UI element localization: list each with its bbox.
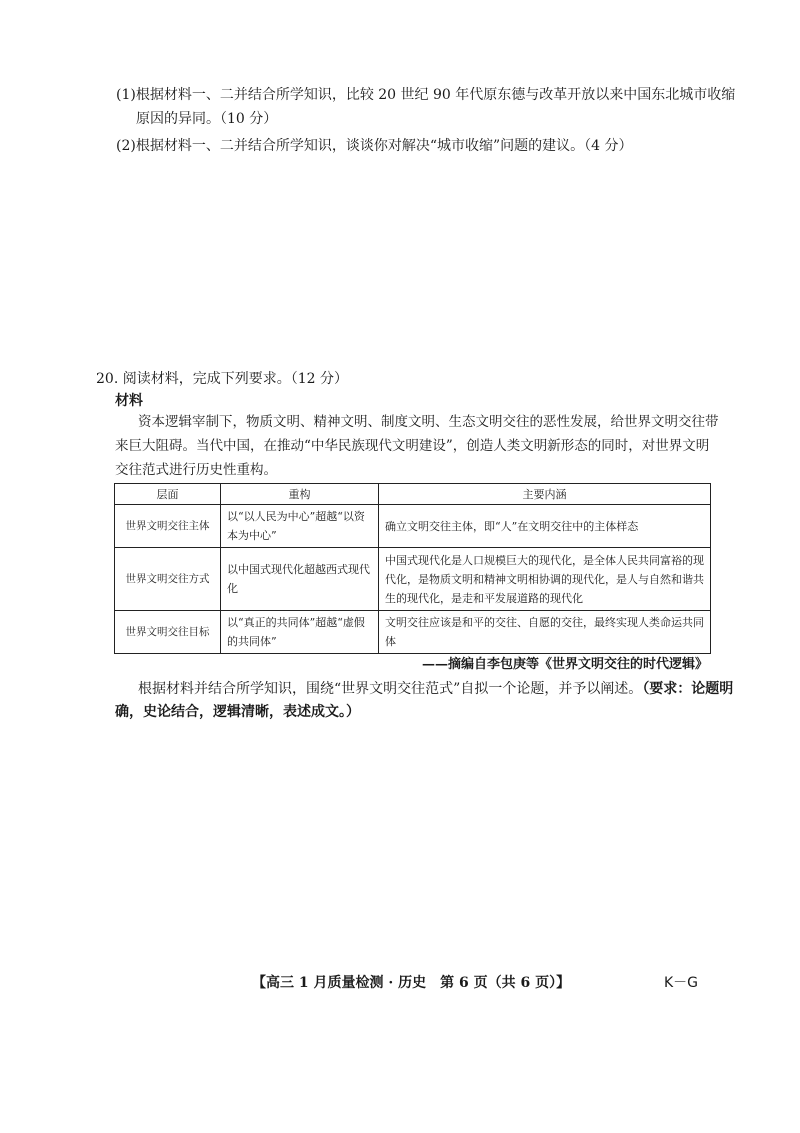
header-rebuild: 重构: [221, 484, 379, 505]
cell-level: 世界文明交往方式: [115, 548, 221, 611]
material-paragraph-line3: 交往范式进行历史性重构。: [115, 462, 277, 478]
q20-requirement-line1: [138, 678, 733, 700]
cell-rebuild: 以中国式现代化超越西式现代化: [221, 548, 379, 611]
material-paragraph-line2: 来巨大阻碍。当代中国，在推动“中华民族现代文明建设”，创造人类文明新形态的同时，对世界文明: [115, 438, 710, 454]
page-footer: 【高三 1 月质量检测 · 历史 第 6 页（共 6 页）】: [252, 975, 571, 991]
cell-level: 世界文明交往目标: [115, 611, 221, 654]
q20-requirement-line2: 确，史论结合，逻辑清晰，表述成文。）: [115, 704, 360, 720]
q20-title: 20. 阅读材料，完成下列要求。（12 分）: [96, 371, 348, 387]
material-source: ——摘编自李包庚等《世界文明交往的时代逻辑》: [421, 657, 708, 672]
header-meaning: 主要内涵: [379, 484, 711, 505]
requirement-text: 根据材料并结合所学知识，围绕“世界文明交往范式”自拟一个论题，并予以阐述。: [138, 681, 643, 697]
q19-part1-line2: 原因的异同。（10 分）: [136, 111, 278, 127]
q19-part2: (2)根据材料一、二并结合所学知识，谈谈你对解决“城市收缩”问题的建议。（4 分）: [116, 138, 633, 154]
table-row: [115, 505, 711, 548]
table-row: [115, 611, 711, 654]
cell-meaning: 文明交往应该是和平的交往、自愿的交往，最终实现人类命运共同体: [379, 611, 711, 654]
q19-part1-line1: (1)根据材料一、二并结合所学知识，比较 20 世纪 90 年代原东德与改革开放以来中国东北城市收缩: [116, 87, 736, 103]
material-paragraph-line1: 资本逻辑宰制下，物质文明、精神文明、制度文明、生态文明交往的恶性发展，给世界文明交往带: [138, 414, 719, 430]
material-table: [114, 483, 711, 654]
cell-rebuild: 以“以人民为中心”超越“以资本为中心”: [221, 505, 379, 548]
table-header-row: [115, 484, 711, 505]
cell-meaning: 确立文明交往主体，即“人”在文明交往中的主体样态: [379, 505, 711, 548]
cell-level: 世界文明交往主体: [115, 505, 221, 548]
cell-meaning: 中国式现代化是人口规模巨大的现代化，是全体人民共同富裕的现代化，是物质文明和精神文明相协调的现代化，是人与自然和谐共生的现代化，是走和平发展道路的现代化: [379, 548, 711, 611]
table-row: [115, 548, 711, 611]
q20-material-label: 材料: [115, 393, 143, 409]
cell-rebuild: 以“真正的共同体”超越“虚假的共同体”: [221, 611, 379, 654]
paper-code: K－G: [664, 975, 699, 991]
requirement-bold: （要求：论题明: [642, 681, 734, 697]
header-level: 层面: [115, 484, 221, 505]
